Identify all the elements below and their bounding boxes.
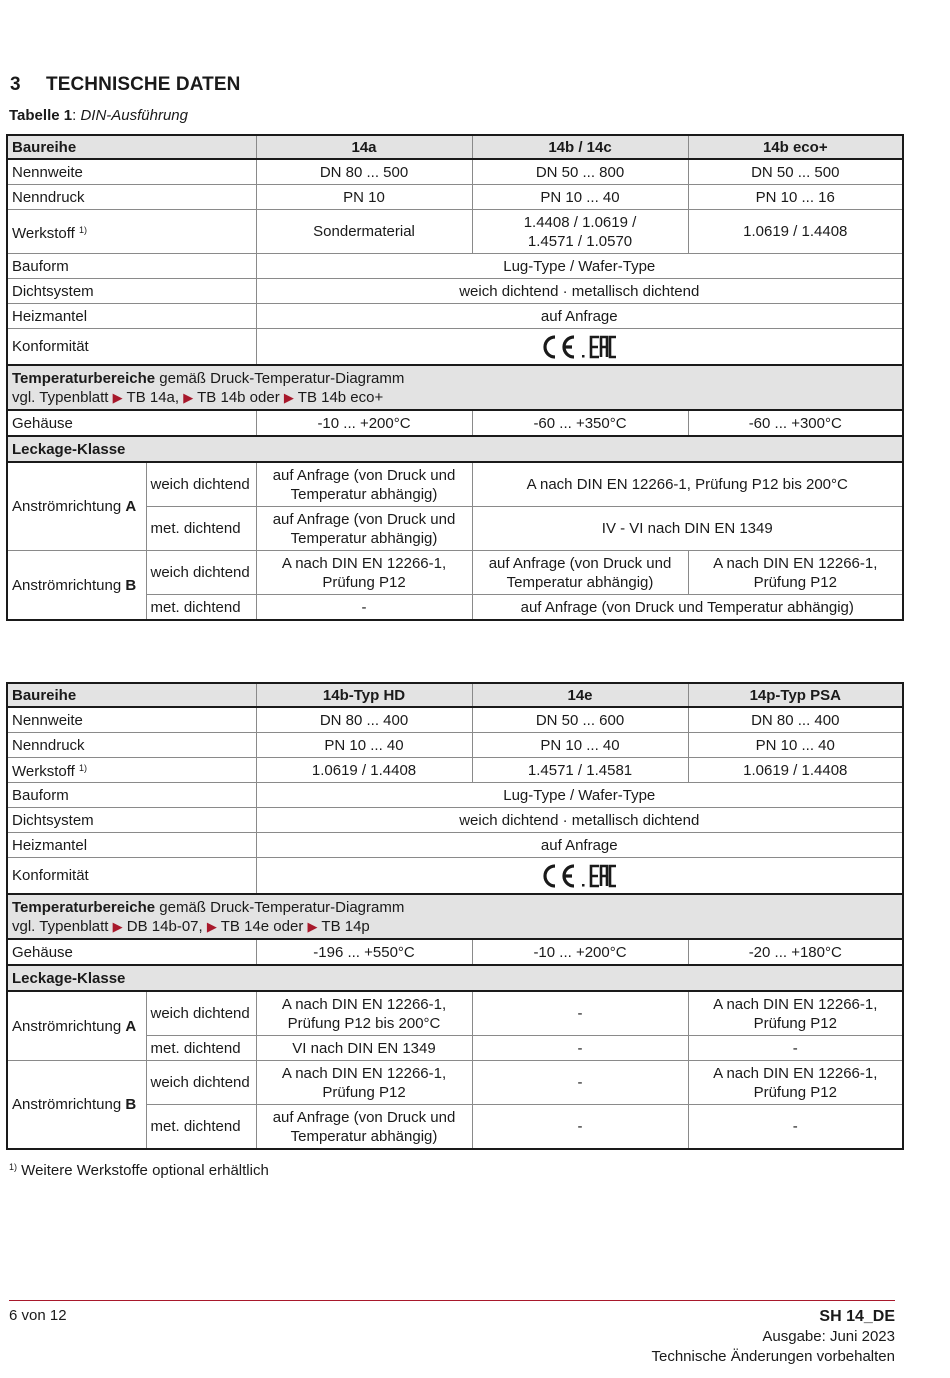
sub-label: met. dichtend — [146, 1036, 256, 1061]
table-cell: auf Anfrage (von Druck und Temperatur abhängig) — [256, 462, 472, 507]
table-cell: 1.0619 / 1.4408 — [688, 758, 903, 783]
leckage-heading: Leckage-Klasse — [7, 436, 903, 462]
table-cell: PN 10 ... 40 — [256, 733, 472, 758]
table-row — [7, 1061, 903, 1105]
sub-label: weich dichtend — [146, 462, 256, 507]
row-label: Konformität — [7, 329, 256, 366]
table-row — [7, 833, 903, 858]
table-cell: DN 80 ... 400 — [688, 707, 903, 733]
temp-prefix: vgl. Typenblatt — [12, 388, 113, 406]
table-cell: PN 10 ... 40 — [472, 185, 688, 210]
row-label: Dichtsystem — [7, 279, 256, 304]
table-row — [7, 939, 903, 965]
sub-label: met. dichtend — [146, 507, 256, 551]
table-cell: 1.4571 / 1.4581 — [472, 758, 688, 783]
table-cell: PN 10 ... 40 — [472, 733, 688, 758]
typenblatt-ref: TB 14a, — [126, 388, 180, 406]
table-cell: -10 ... +200°C — [472, 939, 688, 965]
row-label — [7, 758, 256, 783]
sub-label: met. dichtend — [146, 1105, 256, 1150]
header-cell: 14b eco+ — [688, 135, 903, 159]
header-cell: Baureihe — [7, 683, 256, 707]
row-label — [7, 462, 146, 551]
footer-info — [651, 1307, 895, 1367]
sub-label: weich dichtend — [146, 551, 256, 595]
table-row — [7, 894, 903, 939]
temp-rest: gemäß Druck-Temperatur-Diagramm — [155, 369, 405, 387]
anstroem-letter: A — [125, 498, 137, 515]
conformity-cell — [256, 858, 903, 895]
werkstoff-label: Werkstoff — [12, 763, 75, 780]
table-cell: DN 80 ... 500 — [256, 159, 472, 185]
table-row — [7, 410, 903, 436]
table-row — [7, 551, 903, 595]
table-row — [7, 185, 903, 210]
table-cell: - — [472, 1061, 688, 1105]
temp-rest: gemäß Druck-Temperatur-Diagramm — [155, 898, 405, 916]
spec-table-1 — [6, 134, 904, 621]
table-cell: auf Anfrage (von Druck und Temperatur abhängig) — [256, 507, 472, 551]
caption-label: Tabelle 1 — [9, 107, 73, 124]
sub-label: met. dichtend — [146, 595, 256, 621]
anstroem-letter: A — [125, 1017, 137, 1035]
table-cell: - — [688, 1105, 903, 1150]
table-row — [7, 783, 903, 808]
ce-mark-icon — [541, 863, 617, 889]
table-row — [7, 365, 903, 410]
table-cell: -10 ... +200°C — [256, 410, 472, 436]
footnote-marker: 1) — [78, 224, 87, 235]
row-label: Gehäuse — [7, 410, 256, 436]
footnote-text: Weitere Werkstoffe optional erhältlich — [17, 1162, 269, 1179]
leckage-heading: Leckage-Klasse — [7, 965, 903, 991]
table-cell: weich dichtend · metallisch dichtend — [256, 279, 903, 304]
header-cell: 14p-Typ PSA — [688, 683, 903, 707]
table-cell: A nach DIN EN 12266-1, Prüfung P12 — [688, 991, 903, 1036]
table-cell: VI nach DIN EN 1349 — [256, 1036, 472, 1061]
anstroem-label: Anströmrichtung — [12, 1096, 126, 1113]
table-cell: A nach DIN EN 12266-1, Prüfung P12 — [688, 551, 903, 595]
table-cell: Sondermaterial — [256, 210, 472, 254]
arrow-right-icon: ▶ — [112, 918, 123, 934]
table-row — [7, 436, 903, 462]
table-cell: Lug-Type / Wafer-Type — [256, 254, 903, 279]
temperature-section — [7, 894, 903, 939]
header-cell: 14e — [472, 683, 688, 707]
table-cell: auf Anfrage — [256, 304, 903, 329]
row-label: Bauform — [7, 783, 256, 808]
table-cell: PN 10 — [256, 185, 472, 210]
section-number: 3 — [10, 74, 21, 95]
table-row — [7, 279, 903, 304]
table-cell: - — [688, 1036, 903, 1061]
header-cell: 14b / 14c — [472, 135, 688, 159]
sub-label: weich dichtend — [146, 991, 256, 1036]
header-row — [7, 683, 903, 707]
table-row — [7, 758, 903, 783]
row-label — [7, 551, 146, 621]
row-label: Heizmantel — [7, 304, 256, 329]
typenblatt-ref: DB 14b-07, — [126, 917, 203, 935]
arrow-right-icon: ▶ — [183, 389, 194, 405]
anstroem-label: Anströmrichtung — [12, 576, 126, 594]
typenblatt-ref: TB 14b oder — [197, 388, 280, 406]
typenblatt-ref: TB 14e oder — [220, 917, 304, 935]
row-label: Nennweite — [7, 707, 256, 733]
table-row — [7, 858, 903, 895]
table-caption — [9, 107, 188, 124]
table-cell: -60 ... +300°C — [688, 410, 903, 436]
table-cell: IV - VI nach DIN EN 1349 — [472, 507, 903, 551]
row-label: Gehäuse — [7, 939, 256, 965]
table-cell: A nach DIN EN 12266-1, Prüfung P12 bis 200°C — [472, 462, 903, 507]
table-cell: -196 ... +550°C — [256, 939, 472, 965]
table-cell: auf Anfrage (von Druck und Temperatur abhängig) — [472, 595, 903, 621]
sub-label: weich dichtend — [146, 1061, 256, 1105]
row-label: Dichtsystem — [7, 808, 256, 833]
table-cell: auf Anfrage — [256, 833, 903, 858]
change-note: Technische Änderungen vorbehalten — [651, 1348, 895, 1365]
row-label: Heizmantel — [7, 833, 256, 858]
table-cell: auf Anfrage (von Druck und Temperatur abhängig) — [472, 551, 688, 595]
row-label: Konformität — [7, 858, 256, 895]
table-row — [7, 159, 903, 185]
werkstoff-label: Werkstoff — [12, 224, 75, 242]
table-cell: - — [472, 1036, 688, 1061]
anstroem-label: Anströmrichtung — [12, 1017, 126, 1035]
temp-bold: Temperaturbereiche — [12, 898, 156, 916]
table-cell: A nach DIN EN 12266-1, Prüfung P12 — [256, 1061, 472, 1105]
anstroem-letter: B — [125, 576, 137, 594]
table-row — [7, 329, 903, 366]
table-cell: 1.0619 / 1.4408 — [256, 758, 472, 783]
temp-prefix: vgl. Typenblatt — [12, 917, 113, 935]
table-row — [7, 304, 903, 329]
table-cell: DN 50 ... 800 — [472, 159, 688, 185]
table-cell: auf Anfrage (von Druck und Temperatur abhängig) — [256, 1105, 472, 1150]
table-cell: DN 50 ... 500 — [688, 159, 903, 185]
spec-table-2 — [6, 682, 904, 1150]
table-cell: - — [256, 595, 472, 621]
table-cell: 1.0619 / 1.4408 — [688, 210, 903, 254]
arrow-right-icon: ▶ — [206, 918, 217, 934]
table-row — [7, 210, 903, 254]
typenblatt-ref: TB 14p — [321, 917, 370, 935]
row-label: Bauform — [7, 254, 256, 279]
table-cell: -60 ... +350°C — [472, 410, 688, 436]
arrow-right-icon: ▶ — [112, 389, 123, 405]
header-row — [7, 135, 903, 159]
section-title: TECHNISCHE DATEN — [46, 74, 241, 95]
caption-title: DIN-Ausführung — [80, 107, 188, 124]
caption-separator: : — [72, 107, 81, 124]
row-label — [7, 210, 256, 254]
row-label: Nennweite — [7, 159, 256, 185]
footer-divider — [9, 1300, 895, 1301]
document-id: SH 14_DE — [819, 1308, 895, 1325]
table-cell: - — [472, 991, 688, 1036]
header-cell: 14b-Typ HD — [256, 683, 472, 707]
row-label: Nenndruck — [7, 733, 256, 758]
table-row — [7, 707, 903, 733]
anstroem-letter: B — [125, 1096, 137, 1113]
header-cell: Baureihe — [7, 135, 256, 159]
table-cell: DN 50 ... 600 — [472, 707, 688, 733]
table-cell: Lug-Type / Wafer-Type — [256, 783, 903, 808]
row-label: Nenndruck — [7, 185, 256, 210]
table-row — [7, 733, 903, 758]
table-row — [7, 991, 903, 1036]
table-cell: PN 10 ... 40 — [688, 733, 903, 758]
table-cell: - — [472, 1105, 688, 1150]
row-label — [7, 991, 146, 1061]
edition: Ausgabe: Juni 2023 — [762, 1328, 895, 1345]
footnote — [9, 1162, 269, 1179]
table-cell: A nach DIN EN 12266-1, Prüfung P12 bis 200°C — [256, 991, 472, 1036]
table-row — [7, 462, 903, 507]
table-cell: PN 10 ... 16 — [688, 185, 903, 210]
anstroem-label: Anströmrichtung — [12, 498, 126, 515]
footnote-marker: 1) — [9, 1162, 18, 1172]
table-cell: A nach DIN EN 12266-1, Prüfung P12 — [256, 551, 472, 595]
header-cell: 14a — [256, 135, 472, 159]
table-row — [7, 254, 903, 279]
table-cell: weich dichtend · metallisch dichtend — [256, 808, 903, 833]
conformity-cell — [256, 329, 903, 366]
ce-mark-icon — [541, 334, 617, 360]
page-number: 6 von 12 — [9, 1307, 67, 1324]
table-row — [7, 965, 903, 991]
table-cell: A nach DIN EN 12266-1, Prüfung P12 — [688, 1061, 903, 1105]
table-cell: 1.4408 / 1.0619 / 1.4571 / 1.0570 — [472, 210, 688, 254]
temp-bold: Temperaturbereiche — [12, 369, 156, 387]
section-heading — [10, 74, 240, 96]
arrow-right-icon: ▶ — [307, 918, 318, 934]
row-label — [7, 1061, 146, 1150]
table-cell: DN 80 ... 400 — [256, 707, 472, 733]
table-cell: -20 ... +180°C — [688, 939, 903, 965]
typenblatt-ref: TB 14b eco+ — [297, 388, 384, 406]
temperature-section — [7, 365, 903, 410]
table-row — [7, 808, 903, 833]
footnote-marker: 1) — [78, 763, 87, 773]
arrow-right-icon: ▶ — [283, 389, 294, 405]
